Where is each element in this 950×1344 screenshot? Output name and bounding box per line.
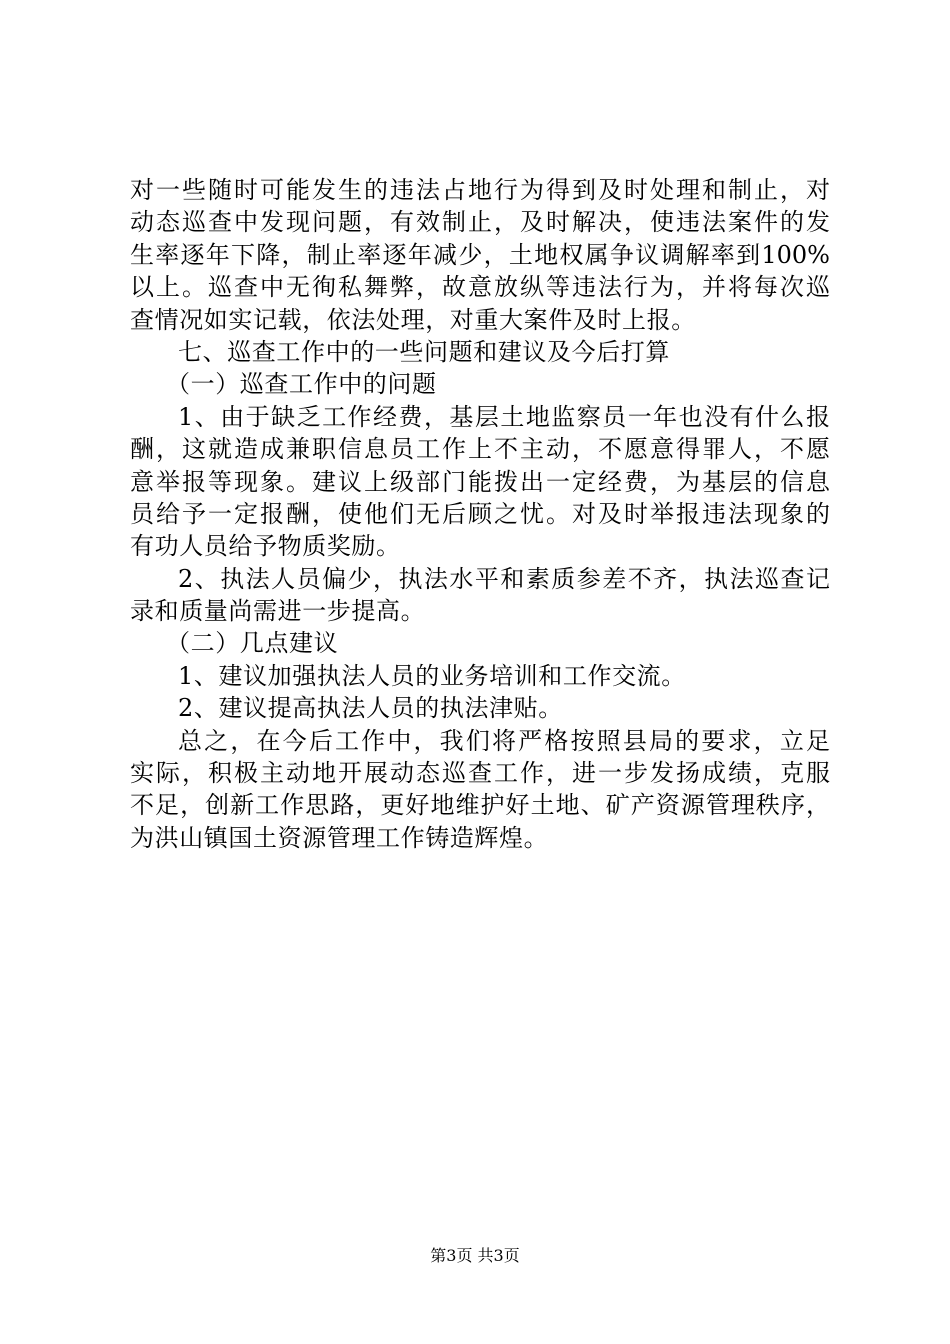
text-line: 以上。巡查中无徇私舞弊，故意放纵等违法行为，并将每次巡	[130, 273, 830, 302]
text-line: 酬，这就造成兼职信息员工作上不主动，不愿意得罪人，不愿	[130, 435, 830, 464]
text-line: 对一些随时可能发生的违法占地行为得到及时处理和制止，对	[130, 176, 830, 204]
text-line: 1、建议加强执法人员的业务培训和工作交流。	[178, 661, 686, 690]
text-line: 1、由于缺乏工作经费，基层土地监察员一年也没有什么报	[178, 402, 830, 431]
text-line: 生率逐年下降，制止率逐年减少，土地权属争议调解率到100%	[130, 240, 830, 269]
text-line: 意举报等现象。建议上级部门能拨出一定经费，为基层的信息	[130, 467, 830, 496]
page-number: 第3页 共3页	[430, 1246, 520, 1265]
text-line: 2、建议提高执法人员的执法津贴。	[178, 694, 563, 723]
text-line: 为洪山镇国土资源管理工作铸造辉煌。	[130, 823, 549, 852]
text-line: 录和质量尚需进一步提高。	[130, 597, 426, 626]
text-line: 员给予一定报酬，使他们无后顾之忧。对及时举报违法现象的	[130, 499, 830, 528]
text-line: 实际，积极主动地开展动态巡查工作，进一步发扬成绩，克服	[130, 759, 830, 788]
subsection-heading: （一）巡查工作中的问题	[166, 370, 437, 399]
text-line: 不足，创新工作思路，更好地维护好土地、矿产资源管理秩序，	[130, 791, 830, 820]
text-line: 2、执法人员偏少，执法水平和素质参差不齐，执法巡查记	[178, 564, 830, 593]
text-line: 动态巡查中发现问题，有效制止，及时解决，使违法案件的发	[130, 208, 830, 237]
text-line: 有功人员给予物质奖励。	[130, 532, 401, 561]
document-body	[130, 174, 830, 854]
section-heading: 七、巡查工作中的一些问题和建议及今后打算	[178, 337, 670, 366]
text-line: 总之，在今后工作中，我们将严格按照县局的要求，立足	[178, 726, 830, 755]
subsection-heading: （二）几点建议	[166, 629, 339, 658]
text-line: 查情况如实记载，依法处理，对重大案件及时上报。	[130, 305, 696, 334]
